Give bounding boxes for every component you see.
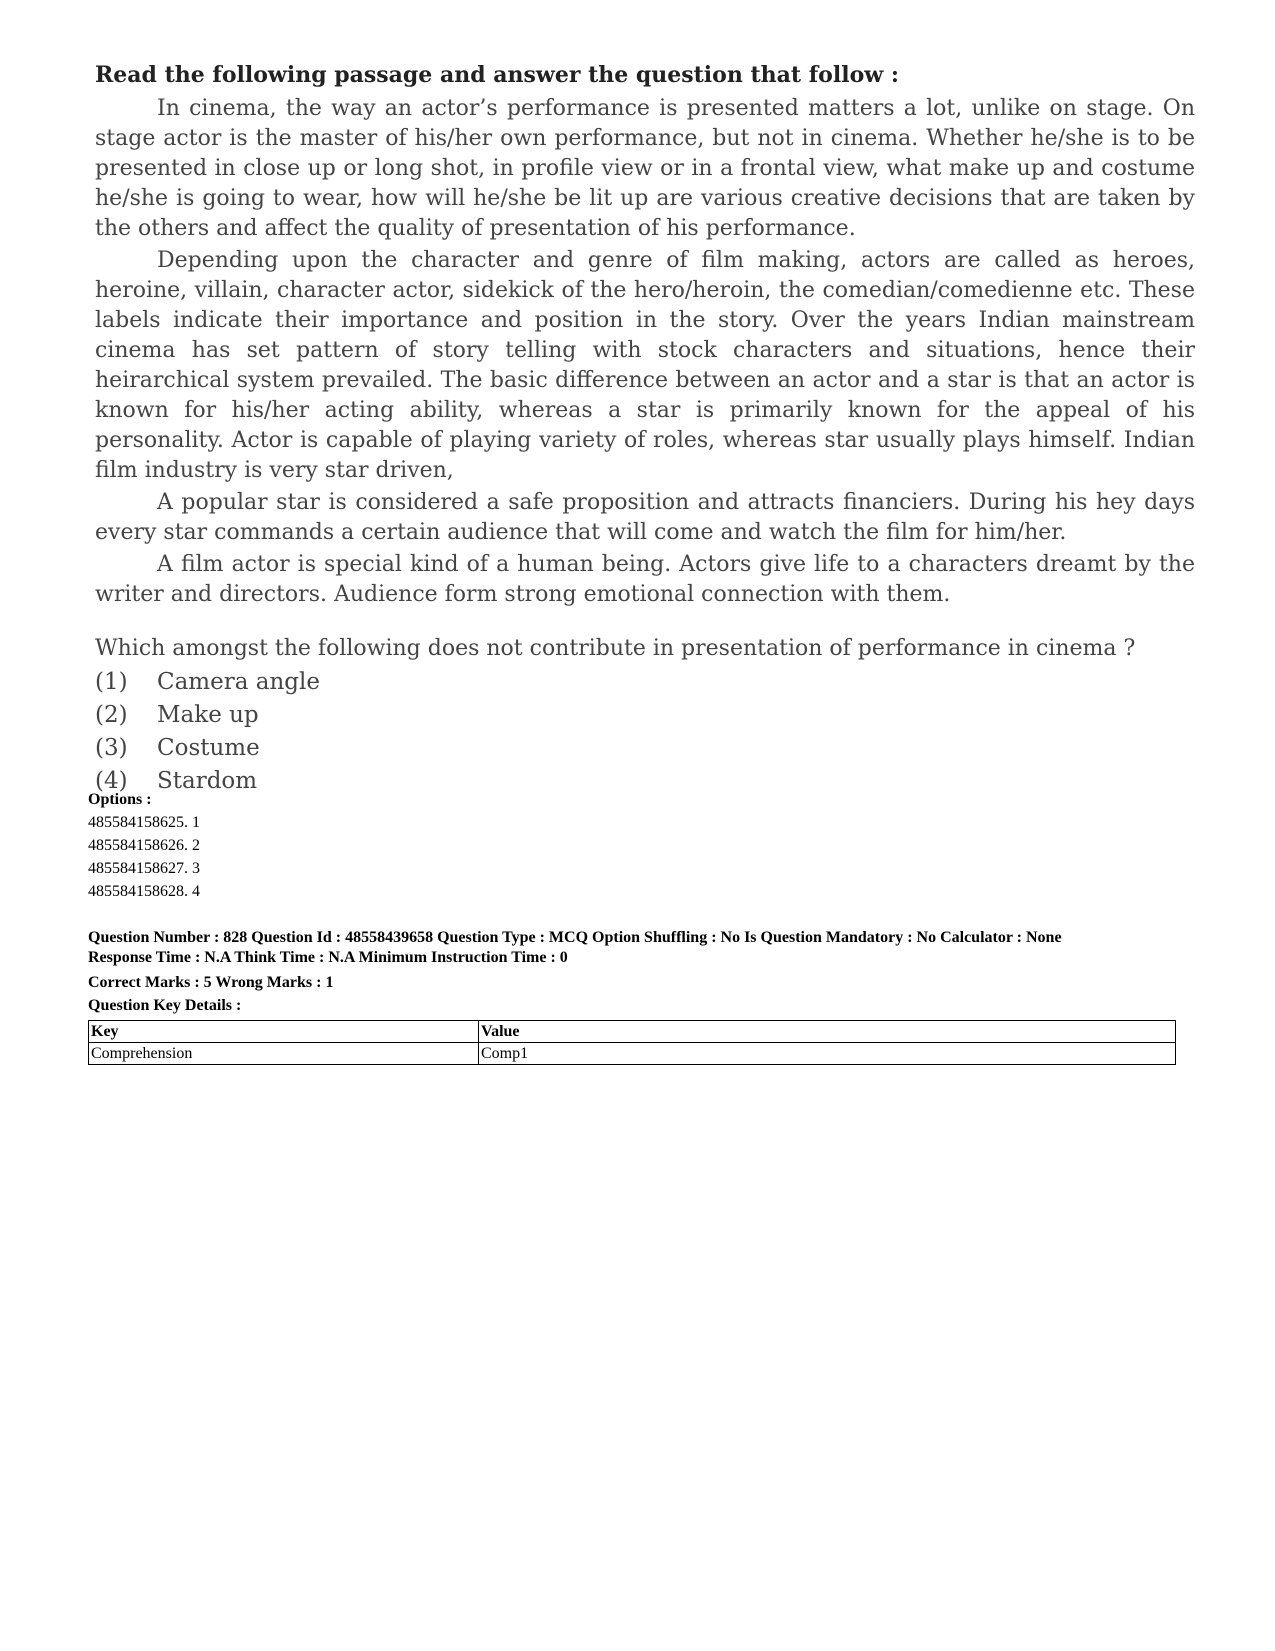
question-info-line-1: Question Number : 828 Question Id : 48558439658 Question Type : MCQ Option Shuffling : No Is Question Mandatory : No Calculator : None — [88, 929, 1062, 946]
choice-text: Stardom — [157, 768, 258, 794]
choice-item — [95, 732, 1195, 765]
marks-line: Correct Marks : 5 Wrong Marks : 1 — [88, 974, 334, 991]
choice-item — [95, 699, 1195, 732]
question-info-line-2: Response Time : N.A Think Time : N.A Minimum Instruction Time : 0 — [88, 949, 568, 966]
passage-paragraph-2: Depending upon the character and genre of film making, actors are called as heroes, heroine, villain, character actor, sidekick of the hero/heroin, the comedian/comedienne etc. These labels indicate their importance and position in the story. Over the years Indian mainstream cinema has set pattern of story telling with stock characters and situations, hence their heirarchical system prevailed. The basic difference between an actor and a star is that an actor is known for his/her acting ability, whereas a star is primarily known for the appeal of his personality. Actor is capable of playing variety of roles, whereas star usually plays himself. Indian film industry is very star driven, — [95, 248, 1195, 483]
table-row — [89, 1043, 1176, 1065]
question-info — [88, 928, 1188, 968]
question-text: Which amongst the following does not contribute in presentation of performance in cinema ? — [95, 636, 1136, 661]
table-header-row — [89, 1021, 1176, 1043]
passage-paragraph-3: A popular star is considered a safe proposition and attracts financiers. During his hey days every star commands a certain audience that will come and watch the film for him/her. — [95, 490, 1195, 545]
passage-heading: Read the following passage and answer the question that follow : — [95, 62, 899, 88]
options-title: Options : — [88, 791, 152, 808]
table-cell-key: Comprehension — [89, 1043, 479, 1065]
choice-text: Make up — [157, 702, 259, 728]
choice-text: Costume — [157, 735, 260, 761]
table-header-key: Key — [89, 1021, 479, 1043]
table-header-value: Value — [479, 1021, 1176, 1043]
choice-number: (2) — [95, 702, 128, 728]
option-id-line: 485584158625. 1 — [88, 814, 200, 831]
option-id-line: 485584158628. 4 — [88, 883, 200, 900]
passage-paragraph-1: In cinema, the way an actor’s performance is presented matters a lot, unlike on stage. On stage actor is the master of his/her own performance, but not in cinema. Whether he/she is to be presented in close up or long shot, in profile view or in a frontal view, what make up and costume he/she is going to wear, how will he/she be lit up are various creative decisions that are taken by the others and affect the quality of presentation of his performance. — [95, 96, 1195, 241]
choice-item — [95, 666, 1195, 699]
question-metadata — [88, 788, 1188, 1065]
choice-number: (4) — [95, 768, 128, 794]
passage-paragraph-4: A film actor is special kind of a human being. Actors give life to a characters dreamt by the writer and directors. Audience form strong emotional connection with them. — [95, 552, 1195, 607]
choice-text: Camera angle — [157, 669, 320, 695]
key-details-title: Question Key Details : — [88, 997, 242, 1014]
option-id-line: 485584158627. 3 — [88, 860, 200, 877]
table-cell-value: Comp1 — [479, 1043, 1176, 1065]
choice-list — [95, 666, 1195, 798]
key-details-table — [88, 1020, 1176, 1065]
passage-section — [95, 60, 1195, 798]
choice-number: (3) — [95, 735, 128, 761]
choice-number: (1) — [95, 669, 128, 695]
option-id-line: 485584158626. 2 — [88, 837, 200, 854]
